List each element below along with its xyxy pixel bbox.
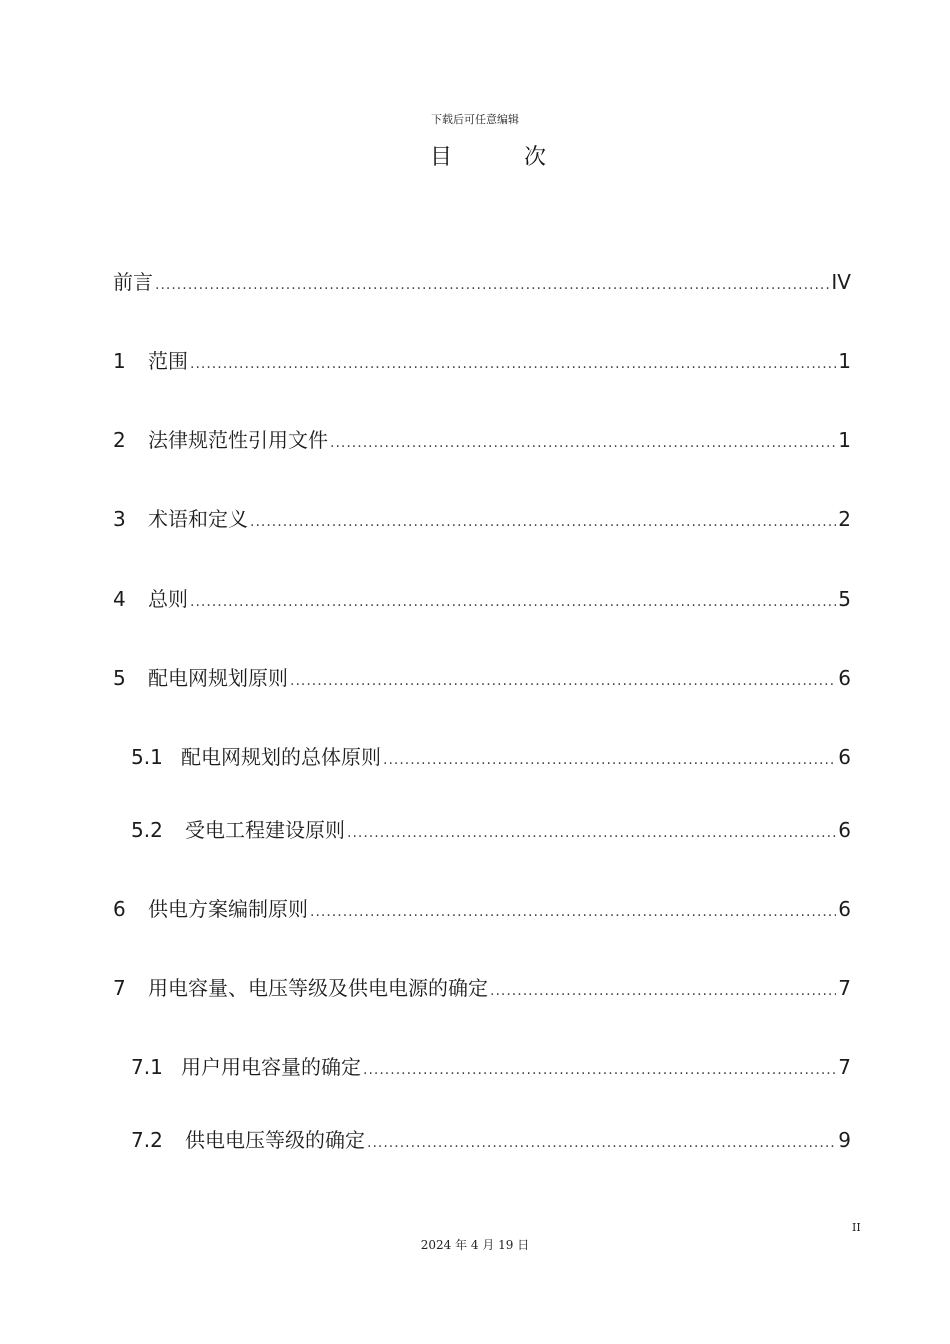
toc-entry-page: 7 xyxy=(838,976,851,1000)
toc-entry-2[interactable] xyxy=(113,426,851,457)
toc-dot-leader xyxy=(383,746,836,774)
toc-entry-7-2[interactable] xyxy=(131,1126,851,1157)
toc-entry-page: 2 xyxy=(838,507,851,531)
toc-dot-leader xyxy=(347,819,836,847)
footer-date: 2024 年 4 月 19 日 xyxy=(420,1238,530,1252)
toc-entry-page: 6 xyxy=(838,897,851,921)
toc-entry-6[interactable] xyxy=(113,895,851,926)
toc-dot-leader xyxy=(190,350,836,378)
toc-entry-page: 9 xyxy=(838,1128,851,1152)
toc-entry-1[interactable] xyxy=(113,347,851,378)
toc-entry-number: 5.2 xyxy=(131,818,163,842)
toc-entry-4[interactable] xyxy=(113,585,851,616)
toc-entry-label: 配电网规划原则 xyxy=(148,666,288,690)
toc-entry-7[interactable] xyxy=(113,974,851,1005)
toc-entry-label: 术语和定义 xyxy=(148,507,248,531)
toc-entry-label: 配电网规划的总体原则 xyxy=(181,745,381,769)
toc-dot-leader xyxy=(310,898,836,926)
toc-entry-number: 7.1 xyxy=(131,1055,163,1079)
toc-entry-page: 6 xyxy=(838,745,851,769)
toc-entry-label: 用户用电容量的确定 xyxy=(181,1055,361,1079)
toc-entry-page: 5 xyxy=(838,587,851,611)
toc-entry-number: 7 xyxy=(113,976,126,1000)
title-char-1: 目 xyxy=(430,145,453,170)
toc-entry-label: 供电电压等级的确定 xyxy=(185,1128,365,1152)
page-title xyxy=(430,140,546,171)
toc-dot-leader xyxy=(190,588,836,616)
header-note: 下载后可任意编辑 xyxy=(431,113,519,126)
toc-entry-5-1[interactable] xyxy=(131,743,851,774)
toc-entry-page: IV xyxy=(831,270,851,294)
toc-entry-number: 2 xyxy=(113,428,126,452)
toc-entry-number: 3 xyxy=(113,507,126,531)
toc-entry-page: 6 xyxy=(838,818,851,842)
toc-entry-number: 6 xyxy=(113,897,126,921)
toc-entry-label: 总则 xyxy=(148,587,188,611)
toc-dot-leader xyxy=(330,429,836,457)
page-number: II xyxy=(852,1221,861,1234)
toc-dot-leader xyxy=(155,271,829,299)
toc-entry-page: 7 xyxy=(838,1055,851,1079)
toc-dot-leader xyxy=(290,667,836,695)
toc-entry-page: 1 xyxy=(838,428,851,452)
toc-entry-3[interactable] xyxy=(113,505,851,536)
toc-entry-number: 5.1 xyxy=(131,745,163,769)
toc-entry-label: 法律规范性引用文件 xyxy=(148,428,328,452)
toc-entry-label: 范围 xyxy=(148,349,188,373)
toc-entry-label: 用电容量、电压等级及供电电源的确定 xyxy=(148,976,488,1000)
toc-entry-label: 供电方案编制原则 xyxy=(148,897,308,921)
toc-entry-number: 7.2 xyxy=(131,1128,163,1152)
toc-entry-page: 1 xyxy=(838,349,851,373)
toc-entry-number: 1 xyxy=(113,349,126,373)
toc-entry-label: 受电工程建设原则 xyxy=(185,818,345,842)
toc-entry-page: 6 xyxy=(838,666,851,690)
toc-entry-5-2[interactable] xyxy=(131,816,851,847)
toc-entry-5[interactable] xyxy=(113,664,851,695)
toc-dot-leader xyxy=(490,977,836,1005)
toc-entry-number: 4 xyxy=(113,587,126,611)
toc-dot-leader xyxy=(250,508,836,536)
toc-entry-7-1[interactable] xyxy=(131,1053,851,1084)
toc-dot-leader xyxy=(363,1056,836,1084)
title-char-2: 次 xyxy=(523,145,546,170)
toc-entry-preface[interactable] xyxy=(113,268,851,299)
toc-dot-leader xyxy=(367,1129,836,1157)
toc-entry-number: 5 xyxy=(113,666,126,690)
toc-entry-label: 前言 xyxy=(113,270,153,294)
